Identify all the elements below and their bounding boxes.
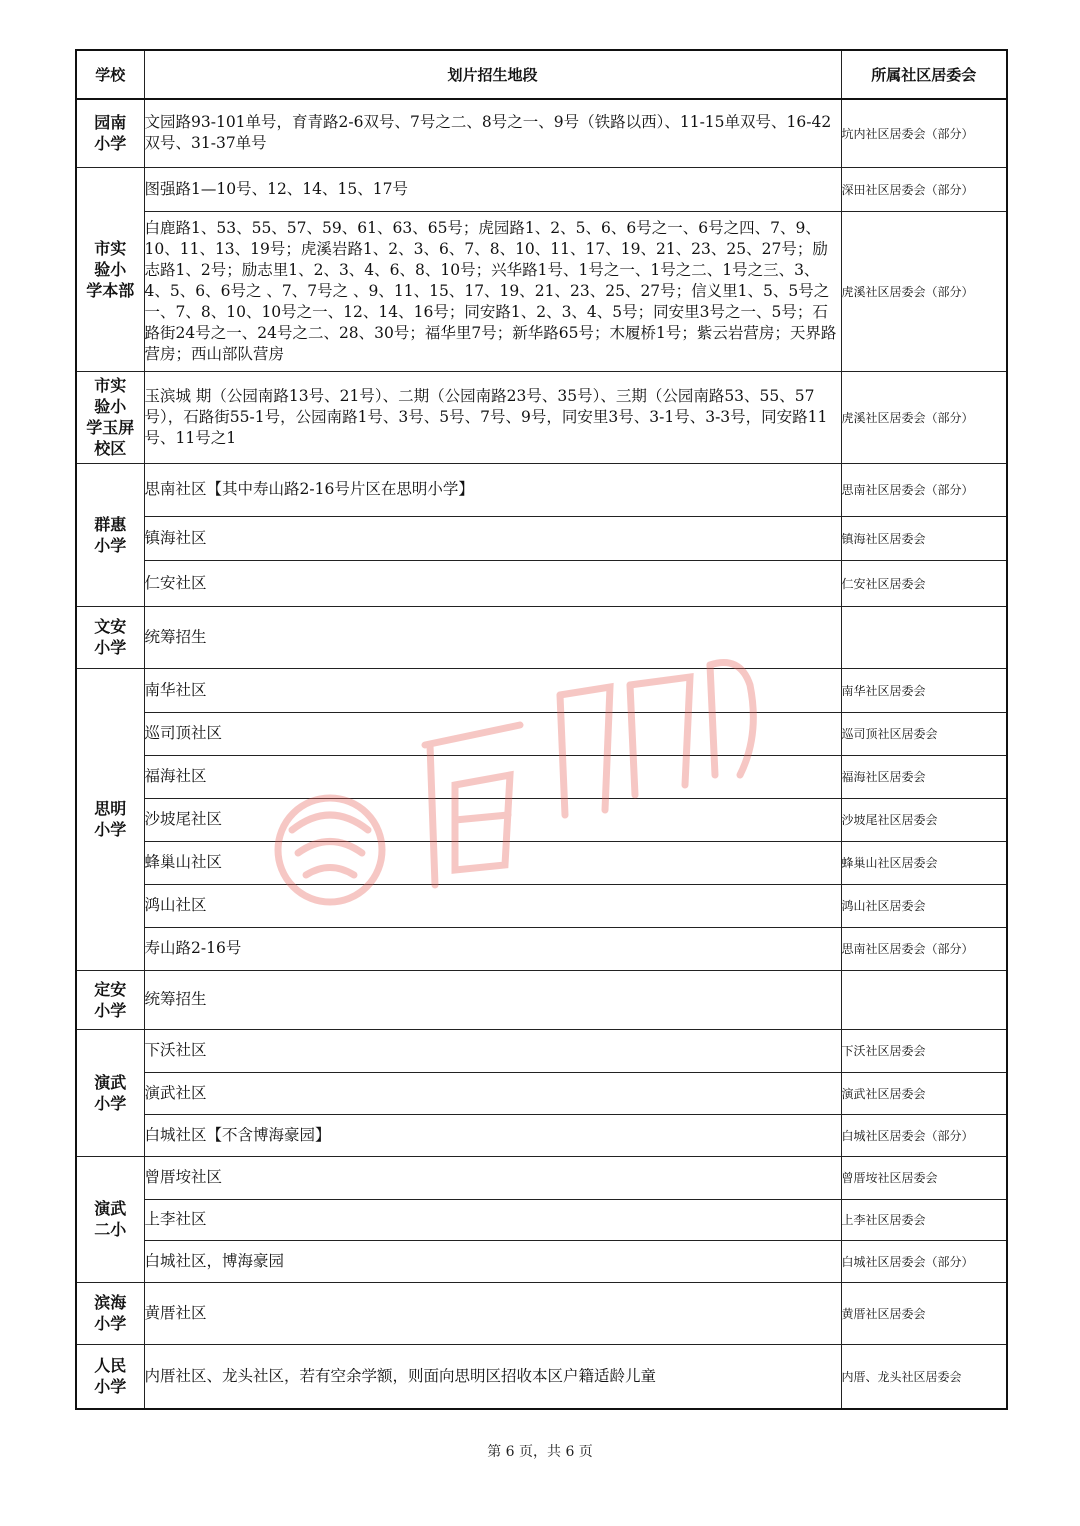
table-row (76, 1156, 1007, 1199)
school-name: 思明 小学 (76, 668, 144, 970)
area-cell: 白城社区【不含博海豪园】 (144, 1114, 841, 1156)
table-row (76, 970, 1007, 1029)
committee-cell: 巡司顶社区居委会 (841, 712, 1007, 755)
area-cell: 巡司顶社区 (144, 712, 841, 755)
area-cell: 思南社区【其中寿山路2-16号片区在思明小学】 (144, 463, 841, 516)
header-school: 学校 (76, 50, 144, 99)
area-cell: 白城社区，博海豪园 (144, 1240, 841, 1282)
committee-cell: 仁安社区居委会 (841, 560, 1007, 606)
area-cell: 寿山路2-16号 (144, 927, 841, 970)
table-row (76, 463, 1007, 516)
header-row (76, 50, 1007, 99)
area-cell: 白鹿路1、53、55、57、59、61、63、65号；虎园路1、2、5、6、6号之一、6号之四、7、9、10、11、13、19号；虎溪岩路1、2、3、6、7、8、10、11、17、19、21、23、25、27号；励志路1、2号；励志里1、2、3、4、6、8、10号；兴华路1号、1号之一、1号之二、1号之三、3、4、5、6、6号之 、7、7号之 、9、11、15、17、19、21、23、25、27号；信义里1、5、5号之一、7、8、10、10号之一、12、14、16号；同安路1、2、3、4、5号；同安里3号之一、5号；石路街24号之一、24号之二、28、30号；福华里7号；新华路65号；木履桥1号；紫云岩营房；天界路营房；西山部队营房 (144, 211, 841, 371)
area-cell: 统筹招生 (144, 970, 841, 1029)
committee-cell: 蜂巢山社区居委会 (841, 841, 1007, 884)
table-row (76, 1282, 1007, 1344)
area-cell: 内厝社区、龙头社区，若有空余学额，则面向思明区招收本区户籍适龄儿童 (144, 1344, 841, 1409)
committee-cell: 坑内社区居委会（部分） (841, 99, 1007, 167)
area-cell: 玉滨城 期（公园南路13号、21号）、二期（公园南路23号、35号）、三期（公园南路53、55、57号），石路街55-1号，公园南路1号、3号、5号、7号、9号，同安里3号、3-1号、3-3号，同安路11号、11号之1 (144, 371, 841, 463)
school-name: 人民 小学 (76, 1344, 144, 1409)
committee-cell: 镇海社区居委会 (841, 516, 1007, 560)
area-cell: 南华社区 (144, 668, 841, 712)
area-cell: 演武社区 (144, 1072, 841, 1114)
table-row (76, 371, 1007, 463)
table-row (76, 211, 1007, 371)
header-committee: 所属社区居委会 (841, 50, 1007, 99)
header-area: 划片招生地段 (144, 50, 841, 99)
committee-cell: 思南社区居委会（部分） (841, 927, 1007, 970)
table-row (76, 560, 1007, 606)
school-name: 演武 二小 (76, 1156, 144, 1282)
area-cell: 蜂巢山社区 (144, 841, 841, 884)
table-row (76, 1072, 1007, 1114)
area-cell: 镇海社区 (144, 516, 841, 560)
committee-cell: 白城社区居委会（部分） (841, 1114, 1007, 1156)
area-cell: 鸿山社区 (144, 884, 841, 927)
area-cell: 黄厝社区 (144, 1282, 841, 1344)
committee-cell (841, 606, 1007, 668)
school-name: 市实 验小 学玉屏 校区 (76, 371, 144, 463)
committee-cell: 曾厝垵社区居委会 (841, 1156, 1007, 1199)
page-footer: 第 6 页，共 6 页 (487, 1444, 593, 1460)
committee-cell: 思南社区居委会（部分） (841, 463, 1007, 516)
school-name: 群惠 小学 (76, 463, 144, 606)
area-cell: 下沃社区 (144, 1029, 841, 1072)
committee-cell: 内厝、龙头社区居委会 (841, 1344, 1007, 1409)
committee-cell: 黄厝社区居委会 (841, 1282, 1007, 1344)
table-row (76, 1240, 1007, 1282)
committee-cell: 白城社区居委会（部分） (841, 1240, 1007, 1282)
school-name: 定安 小学 (76, 970, 144, 1029)
committee-cell: 福海社区居委会 (841, 755, 1007, 798)
school-name: 滨海 小学 (76, 1282, 144, 1344)
table-row (76, 99, 1007, 167)
table-row (76, 1029, 1007, 1072)
table-row (76, 516, 1007, 560)
area-cell: 仁安社区 (144, 560, 841, 606)
committee-cell: 鸿山社区居委会 (841, 884, 1007, 927)
area-cell: 文园路93-101单号，育青路2-6双号、7号之二、8号之一、9号（铁路以西）、11-15单双号、16-42双号、31-37单号 (144, 99, 841, 167)
area-cell: 曾厝垵社区 (144, 1156, 841, 1199)
committee-cell: 演武社区居委会 (841, 1072, 1007, 1114)
area-cell: 统筹招生 (144, 606, 841, 668)
area-cell: 图强路1—10号、12、14、15、17号 (144, 167, 841, 211)
committee-cell (841, 970, 1007, 1029)
school-name: 文安 小学 (76, 606, 144, 668)
committee-cell: 深田社区居委会（部分） (841, 167, 1007, 211)
committee-cell: 南华社区居委会 (841, 668, 1007, 712)
table-row (76, 1199, 1007, 1240)
school-name: 市实 验小 学本部 (76, 167, 144, 371)
school-name: 园南 小学 (76, 99, 144, 167)
committee-cell: 沙坡尾社区居委会 (841, 798, 1007, 841)
committee-cell: 虎溪社区居委会（部分） (841, 371, 1007, 463)
area-cell: 福海社区 (144, 755, 841, 798)
table-row (76, 1114, 1007, 1156)
newspaper-watermark-logo (270, 625, 790, 935)
table-row (76, 1344, 1007, 1409)
area-cell: 沙坡尾社区 (144, 798, 841, 841)
area-cell: 上李社区 (144, 1199, 841, 1240)
committee-cell: 下沃社区居委会 (841, 1029, 1007, 1072)
committee-cell: 上李社区居委会 (841, 1199, 1007, 1240)
table-row (76, 167, 1007, 211)
school-name: 演武 小学 (76, 1029, 144, 1156)
committee-cell: 虎溪社区居委会（部分） (841, 211, 1007, 371)
